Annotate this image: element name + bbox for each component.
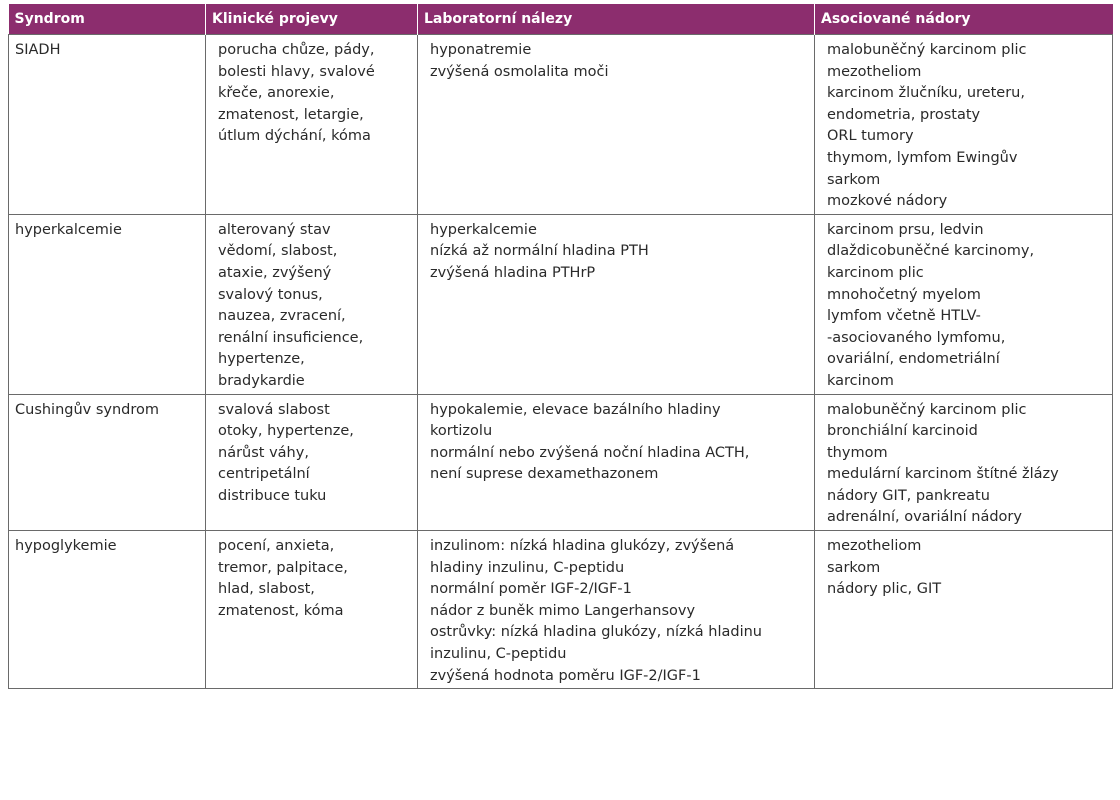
cell-lab-line: ostrůvky: nízká hladina glukózy, nízká hladinu [430,624,762,641]
cell-tumors [815,35,1113,215]
cell-lab [418,531,815,689]
cell-syndrome: Cushingův syndrom [9,394,206,531]
cell-clinical-line: hlad, slabost, [218,581,315,598]
cell-lab-line: hyponatremie [430,42,532,58]
cell-lab-line: zvýšená hladina PTHrP [430,264,596,281]
cell-clinical-line: otoky, hypertenze, [218,423,354,440]
cell-tumors-line: sarkom [827,171,881,188]
cell-lab-line: nádor z buněk mimo Langerhansovy [430,602,696,619]
cell-clinical-line: centripetální [218,466,310,483]
cell-tumors-line: adrenální, ovariální nádory [827,509,1022,526]
cell-tumors-line: thymom [827,444,888,461]
cell-clinical-line: křeče, anorexie, [218,85,335,102]
cell-tumors-line: mezotheliom [827,63,922,80]
cell-tumors-line: -asociovaného lymfomu, [827,329,1006,346]
cell-clinical-line: tremor, palpitace, [218,559,348,576]
cell-lab [418,214,815,394]
table-container [8,4,1112,689]
cell-tumors-line: malobuněčný karcinom plic [827,42,1027,58]
cell-tumors-line: ovariální, endometriální [827,351,1000,368]
header-syndrome: Syndrom [9,4,206,35]
cell-lab-line: zvýšená osmolalita moči [430,63,609,80]
cell-clinical-line: pocení, anxieta, [218,538,335,555]
header-tumors: Asociované nádory [815,4,1113,35]
cell-clinical-line: bradykardie [218,372,305,389]
paraneoplastic-syndromes-table [8,4,1113,689]
cell-tumors [815,394,1113,531]
cell-lab-line: hyperkalcemie [430,221,537,238]
cell-lab-line: inzulinu, C-peptidu [430,646,567,663]
cell-tumors-line: karcinom prsu, ledvin [827,221,984,238]
cell-clinical-line: distribuce tuku [218,487,327,504]
cell-lab [418,35,815,215]
cell-clinical-line: svalový tonus, [218,286,323,303]
cell-lab-line: normální poměr IGF-2/IGF-1 [430,581,632,598]
cell-syndrome: SIADH [9,35,206,215]
cell-lab-line: inzulinom: nízká hladina glukózy, zvýšená [430,538,735,555]
cell-tumors-line: medulární karcinom štítné žlázy [827,466,1059,483]
cell-clinical-line: porucha chůze, pády, [218,42,375,58]
cell-clinical-line: nauzea, zvracení, [218,308,346,325]
cell-lab-line: zvýšená hodnota poměru IGF-2/IGF-1 [430,667,701,684]
cell-tumors-line: karcinom plic [827,264,924,281]
cell-lab [418,394,815,531]
table-row [9,531,1113,689]
cell-lab-line: normální nebo zvýšená noční hladina ACTH, [430,444,750,461]
cell-tumors [815,531,1113,689]
cell-clinical-line: útlum dýchání, kóma [218,128,371,145]
cell-clinical-line: zmatenost, kóma [218,602,344,619]
cell-tumors-line: mezotheliom [827,538,922,555]
cell-tumors-line: endometria, prostaty [827,106,981,123]
cell-clinical [206,531,418,689]
cell-clinical-line: nárůst váhy, [218,444,309,461]
table-row [9,35,1113,215]
cell-clinical-line: bolesti hlavy, svalové [218,63,375,80]
cell-clinical-line: renální insuficience, [218,329,364,346]
cell-tumors-line: nádory GIT, pankreatu [827,487,990,504]
cell-lab-line: není suprese dexamethazonem [430,466,659,483]
cell-tumors-line: nádory plic, GIT [827,581,942,598]
cell-tumors-line: malobuněčný karcinom plic [827,401,1027,418]
cell-lab-line: hypokalemie, elevace bazálního hladiny [430,401,721,418]
cell-tumors-line: karcinom [827,372,894,389]
table-row [9,394,1113,531]
cell-lab-line: hladiny inzulinu, C-peptidu [430,559,625,576]
header-clinical: Klinické projevy [206,4,418,35]
cell-clinical-line: vědomí, slabost, [218,243,338,260]
cell-clinical [206,35,418,215]
cell-tumors-line: lymfom včetně HTLV- [827,308,981,325]
table-header-row [9,4,1113,35]
cell-tumors-line: karcinom žlučníku, ureteru, [827,85,1025,102]
cell-clinical-line: ataxie, zvýšený [218,264,332,281]
cell-tumors-line: thymom, lymfom Ewingův [827,149,1018,166]
header-lab: Laboratorní nálezy [418,4,815,35]
cell-tumors-line: sarkom [827,559,881,576]
cell-syndrome: hypoglykemie [9,531,206,689]
cell-clinical-line: zmatenost, letargie, [218,106,364,123]
cell-tumors-line: bronchiální karcinoid [827,423,978,440]
cell-lab-line: kortizolu [430,423,493,440]
cell-tumors-line: dlaždicobuněčné karcinomy, [827,243,1035,260]
cell-syndrome: hyperkalcemie [9,214,206,394]
cell-clinical-line: svalová slabost [218,401,330,418]
cell-tumors-line: mozkové nádory [827,193,948,210]
cell-lab-line: nízká až normální hladina PTH [430,243,649,260]
cell-tumors-line: mnohočetný myelom [827,286,981,303]
table-row [9,214,1113,394]
cell-clinical [206,394,418,531]
cell-clinical-line: hypertenze, [218,351,305,368]
cell-clinical [206,214,418,394]
cell-tumors [815,214,1113,394]
cell-clinical-line: alterovaný stav [218,221,331,238]
cell-tumors-line: ORL tumory [827,128,914,145]
